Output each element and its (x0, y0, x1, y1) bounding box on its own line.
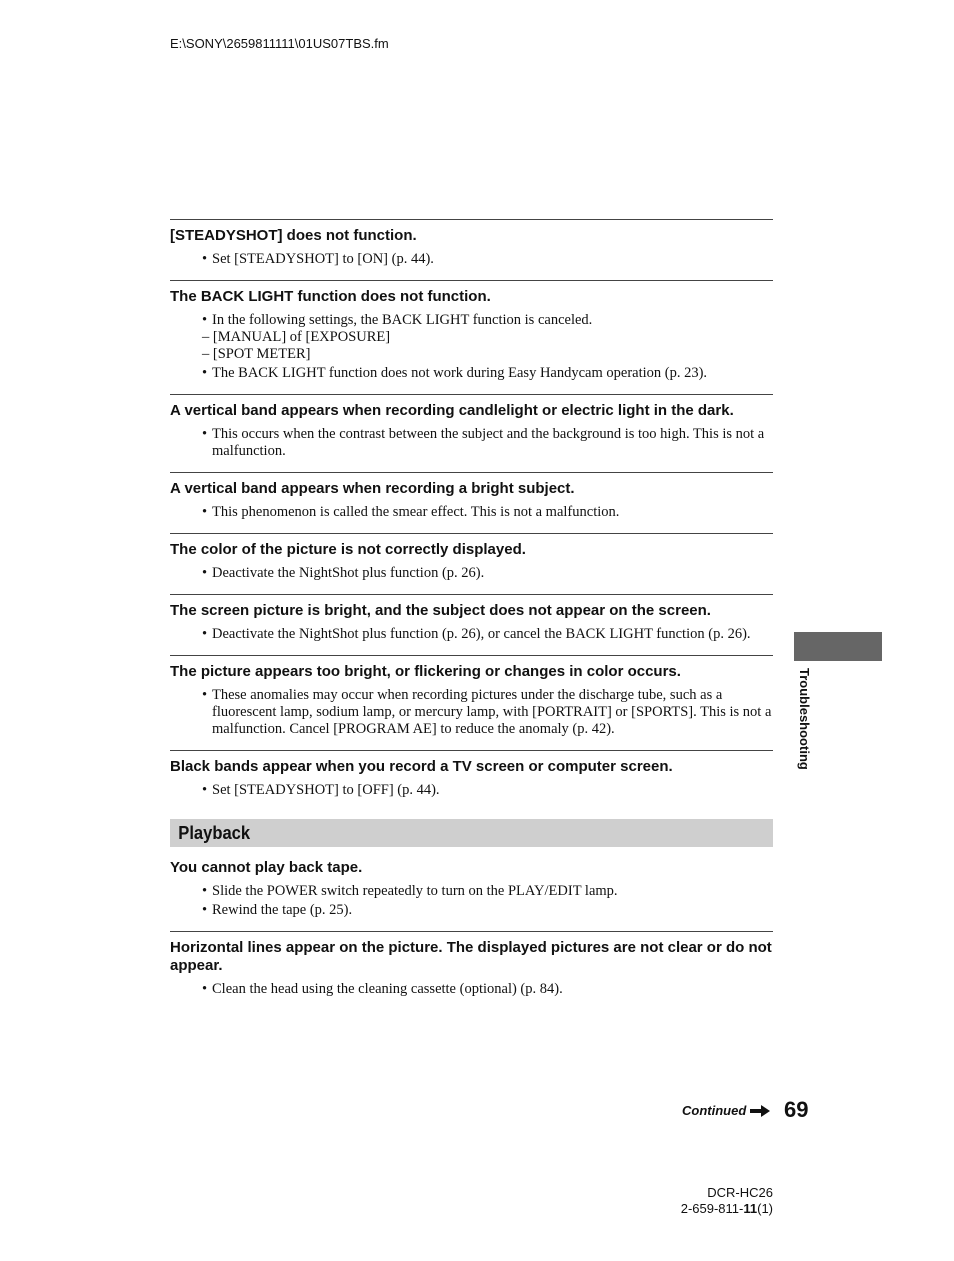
bullet-item: • Slide the POWER switch repeatedly to turn on the PLAY/EDIT lamp. (212, 883, 773, 900)
section-title: The screen picture is bright, and the subject does not appear on the screen. (170, 602, 711, 619)
bullet-list (170, 251, 773, 268)
bullet-list (170, 426, 773, 460)
bullet-list (170, 504, 773, 521)
section-play-back-tape (170, 859, 773, 931)
troubleshooting-content (170, 219, 773, 1010)
section-title: Horizontal lines appear on the picture. The displayed pictures are not clear or do not appear. (170, 939, 772, 974)
bullet-item: • Deactivate the NightShot plus function (p. 26), or cancel the BACK LIGHT function (p. 26). (212, 626, 773, 643)
bullet-list (170, 883, 773, 919)
chapter-label-text: Troubleshooting (797, 668, 812, 770)
bullet-list (170, 626, 773, 643)
section-title: Black bands appear when you record a TV screen or computer screen. (170, 758, 673, 775)
section-flickering (170, 655, 773, 750)
section-title: The color of the picture is not correctly displayed. (170, 541, 526, 558)
bullet-list (170, 687, 773, 738)
bullet-item: • Set [STEADYSHOT] to [ON] (p. 44). (212, 251, 773, 268)
model-code (681, 1201, 773, 1217)
sub-item-manual-exposure: – [MANUAL] of [EXPOSURE] (202, 329, 391, 345)
bullet-item: • This phenomenon is called the smear effect. This is not a malfunction. (212, 504, 773, 521)
chapter-tab-marker (794, 632, 882, 661)
bullet-list (170, 782, 773, 799)
section-title: You cannot play back tape. (170, 859, 363, 876)
playback-heading-bar (170, 819, 773, 847)
playback-heading: Playback (178, 822, 251, 843)
model-name: DCR-HC26 (707, 1185, 773, 1200)
bullet-item: • Rewind the tape (p. 25). (212, 902, 773, 919)
section-screen-bright (170, 594, 773, 655)
code-bold: 11 (743, 1201, 758, 1216)
section-back-light (170, 280, 773, 394)
section-horizontal-lines (170, 931, 773, 1010)
bullet-item: • This occurs when the contrast between the subject and the background is too high. This is not a malfunction. (212, 426, 773, 460)
bullet-item: • The BACK LIGHT function does not work during Easy Handycam operation (p. 23). (212, 365, 773, 382)
section-black-bands (170, 750, 773, 811)
bullet-item: • These anomalies may occur when recording pictures under the discharge tube, such as a fluorescent lamp, sodium lamp, or mercury lamp, with [PORTRAIT] or [SPORTS]. This is not a malfunction. Cancel [PROGRAM AE] to reduce the anomaly (p. 42). (212, 687, 773, 738)
section-title: A vertical band appears when recording candlelight or electric light in the dark. (170, 402, 734, 419)
section-title: The picture appears too bright, or flickering or changes in color occurs. (170, 663, 681, 680)
bullet-item: • Set [STEADYSHOT] to [OFF] (p. 44). (212, 782, 773, 799)
bullet-list (170, 312, 773, 382)
bullet-list (170, 981, 773, 998)
model-info (681, 1185, 773, 1217)
continued-text: Continued (682, 1103, 747, 1118)
bullet-item: • Clean the head using the cleaning cassette (optional) (p. 84). (212, 981, 773, 998)
section-steadyshot (170, 219, 773, 280)
bullet-item: • Deactivate the NightShot plus function (p. 26). (212, 565, 773, 582)
section-title: The BACK LIGHT function does not function. (170, 288, 491, 305)
right-arrow-icon (750, 1105, 770, 1117)
section-color-picture (170, 533, 773, 594)
section-title: A vertical band appears when recording a bright subject. (170, 480, 575, 497)
file-path: E:\SONY\2659811111\01US07TBS.fm (170, 36, 389, 51)
bullet-item (202, 312, 773, 363)
section-vertical-band-dark (170, 394, 773, 472)
section-vertical-band-bright (170, 472, 773, 533)
section-title: [STEADYSHOT] does not function. (170, 227, 417, 244)
bullet-list (170, 565, 773, 582)
chapter-label (796, 668, 816, 778)
sub-item-spot-meter: – [SPOT METER] (202, 346, 311, 362)
continued-indicator (682, 1103, 770, 1118)
code-prefix: 2-659-811- (680, 1201, 744, 1216)
code-suffix: (1) (757, 1201, 773, 1216)
bullet-text: • In the following settings, the BACK LIGHT function is canceled. (212, 312, 593, 328)
page-number: 69 (784, 1097, 809, 1122)
